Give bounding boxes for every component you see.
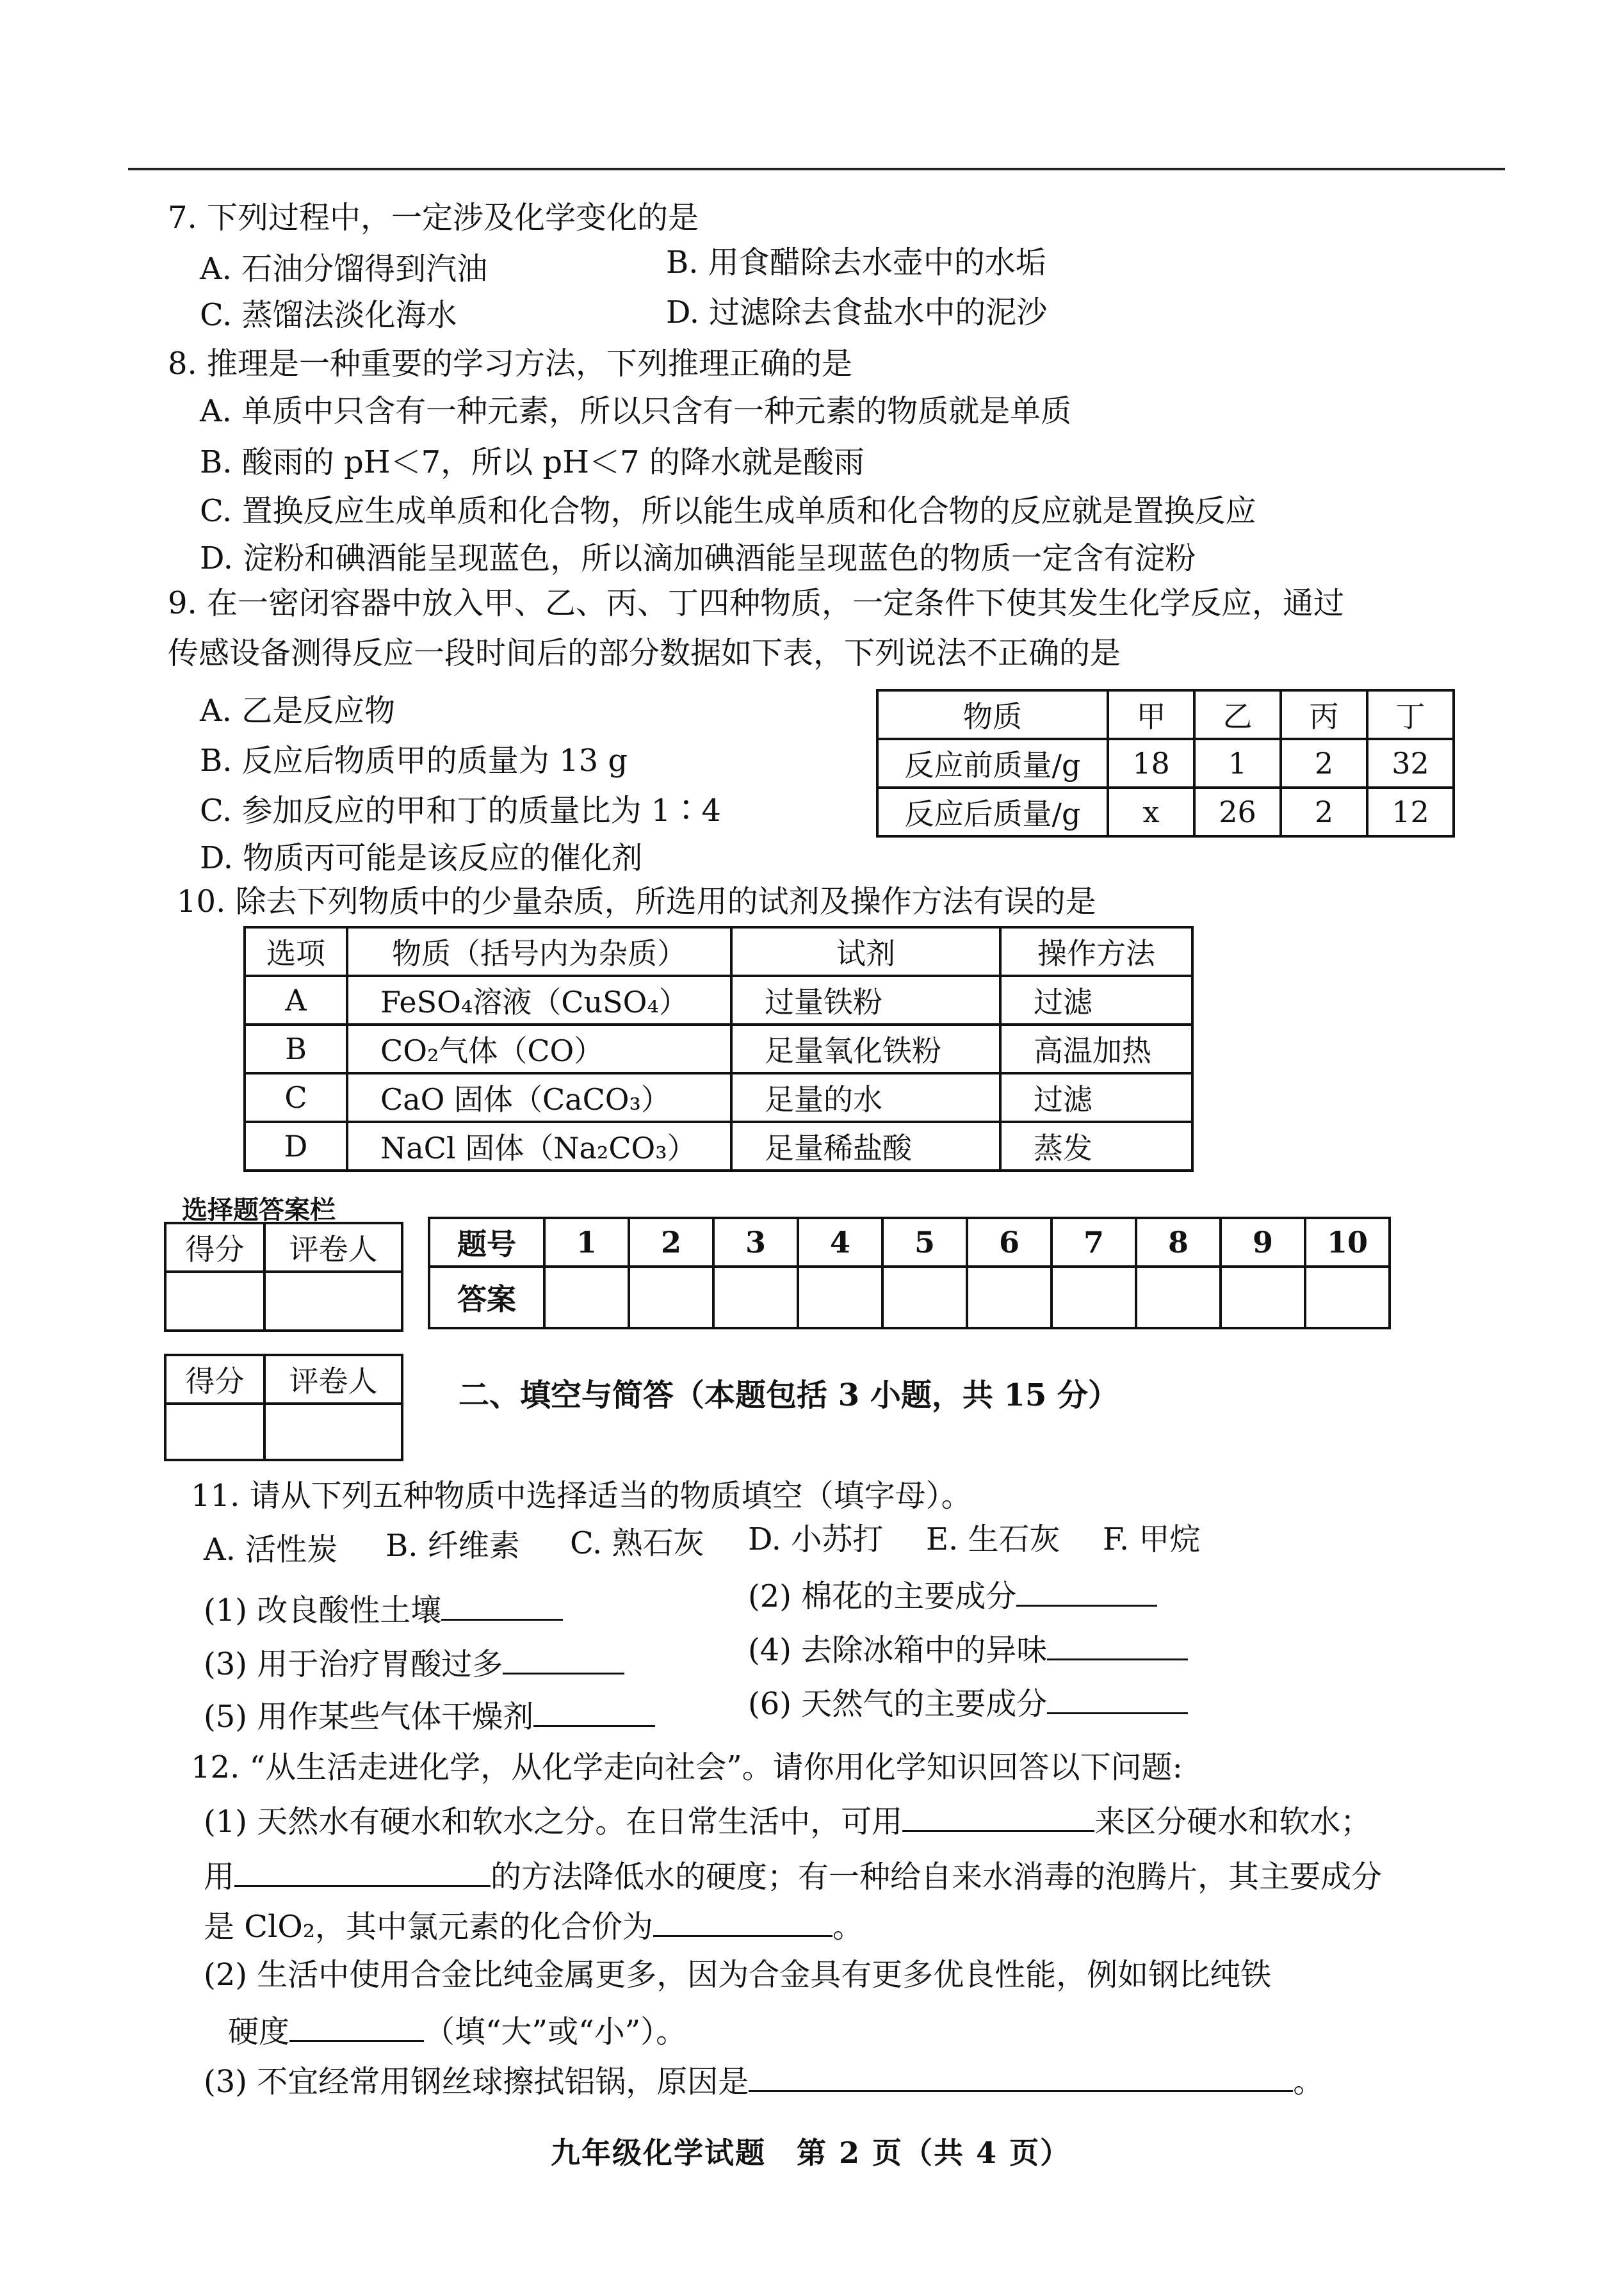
- q12-text: 用: [204, 1859, 235, 1895]
- q9-table-header-row: [877, 690, 1454, 739]
- q12-answer-blank[interactable]: [289, 2009, 424, 2042]
- question-number: 8: [1136, 1218, 1221, 1267]
- q12-stem: 12. “从生活走进化学，从化学走向社会”。请你用化学知识回答以下问题:: [191, 1749, 1183, 1785]
- q12-part3: [204, 2059, 1324, 2101]
- q9-table-cell: 12: [1367, 788, 1454, 836]
- q12-answer-blank[interactable]: [234, 1854, 491, 1887]
- q10-table-row: [245, 1073, 1192, 1122]
- q9-table-cell: 18: [1108, 739, 1194, 788]
- q11-item-4: [748, 1628, 1188, 1669]
- q12-text: (1) 天然水有硬水和软水之分。在日常生活中，可用: [204, 1804, 903, 1840]
- q7-stem: 7. 下列过程中，一定涉及化学变化的是: [168, 200, 699, 236]
- q10-reagent-table: [243, 926, 1194, 1172]
- q12-text: 。: [1293, 2064, 1324, 2100]
- q11-stem: 11. 请从下列五种物质中选择适当的物质填空（填字母）。: [191, 1478, 972, 1514]
- score-input-cell[interactable]: [165, 1404, 264, 1460]
- q11-answer-blank[interactable]: [1047, 1682, 1188, 1714]
- q9-table-header-cell: 乙: [1194, 690, 1281, 739]
- score-box-2: [164, 1354, 403, 1461]
- grader-label: 评卷人: [264, 1355, 402, 1404]
- q10-table-cell: B: [245, 1025, 347, 1073]
- q10-table-cell: 足量的水: [731, 1073, 1000, 1122]
- q12-answer-blank[interactable]: [902, 1799, 1094, 1832]
- top-rule: [128, 168, 1505, 170]
- q7-option-c: C. 蒸馏法淡化海水: [200, 297, 457, 333]
- q8-option-c: C. 置换反应生成单质和化合物，所以能生成单质和化合物的反应就是置换反应: [200, 493, 1256, 529]
- q9-stem-line2: 传感设备测得反应一段时间后的部分数据如下表，下列说法不正确的是: [168, 635, 1121, 671]
- q9-table-cell: 2: [1281, 788, 1367, 836]
- q12-part2-line2: [228, 2009, 686, 2051]
- q9-option-b: B. 反应后物质甲的质量为 13 g: [200, 743, 628, 779]
- answer-cell[interactable]: [1136, 1267, 1221, 1328]
- answer-cell[interactable]: [1052, 1267, 1136, 1328]
- q12-text: （填“大”或“小”）。: [424, 2014, 687, 2050]
- answer-cell[interactable]: [882, 1267, 967, 1328]
- q12-part1-line2: [204, 1854, 1382, 1896]
- q9-option-a: A. 乙是反应物: [200, 693, 396, 729]
- q10-table-cell: C: [245, 1073, 347, 1122]
- q11-item-label: (6) 天然气的主要成分: [748, 1686, 1048, 1722]
- question-number: 6: [967, 1218, 1052, 1267]
- q9-table-cell: 反应前质量/g: [877, 739, 1108, 788]
- q9-data-table: [876, 689, 1455, 838]
- q7-option-a: A. 石油分馏得到汽油: [200, 251, 488, 287]
- q11-answer-blank[interactable]: [441, 1588, 563, 1621]
- q10-table-cell: 蒸发: [1000, 1122, 1192, 1171]
- q10-table-row: [245, 1122, 1192, 1171]
- q10-table-cell: 过滤: [1000, 976, 1192, 1025]
- q11-answer-blank[interactable]: [1047, 1628, 1188, 1660]
- answer-cell[interactable]: [629, 1267, 713, 1328]
- q11-option: D. 小苏打: [748, 1521, 884, 1557]
- q11-item-label: (2) 棉花的主要成分: [748, 1578, 1017, 1614]
- q12-text: 。: [832, 1909, 863, 1945]
- q10-table-cell: 足量氧化铁粉: [731, 1025, 1000, 1073]
- q9-table-cell: x: [1108, 788, 1194, 836]
- answer-grid: [428, 1217, 1391, 1329]
- q10-table-cell: NaCl 固体（Na₂CO₃）: [347, 1122, 731, 1171]
- q11-item-label: (3) 用于治疗胃酸过多: [204, 1646, 503, 1682]
- q12-text: 的方法降低水的硬度；有一种给自来水消毒的泡腾片，其主要成分: [491, 1859, 1383, 1895]
- q10-table-cell: FeSO₄溶液（CuSO₄）: [347, 976, 731, 1025]
- grader-input-cell[interactable]: [264, 1404, 402, 1460]
- q11-answer-blank[interactable]: [503, 1642, 624, 1675]
- answer-cell[interactable]: [1305, 1267, 1390, 1328]
- q8-option-a: A. 单质中只含有一种元素，所以只含有一种元素的物质就是单质: [200, 393, 1072, 429]
- q11-option: F. 甲烷: [1103, 1521, 1201, 1557]
- question-number: 7: [1052, 1218, 1136, 1267]
- q11-option: C. 熟石灰: [570, 1525, 704, 1561]
- q12-text: 硬度: [228, 2014, 290, 2050]
- answer-cell[interactable]: [713, 1267, 798, 1328]
- q11-item-1: [204, 1588, 563, 1630]
- score-input-cell[interactable]: [165, 1272, 264, 1331]
- q10-table-cell: A: [245, 976, 347, 1025]
- q11-item-5: [204, 1694, 655, 1736]
- question-number: 1: [544, 1218, 629, 1267]
- q10-table-row: [245, 1025, 1192, 1073]
- q12-text: 来区分硬水和软水；: [1094, 1804, 1372, 1840]
- q8-stem: 8. 推理是一种重要的学习方法，下列推理正确的是: [168, 346, 853, 382]
- q10-table-header-cell: 物质（括号内为杂质）: [347, 927, 731, 976]
- q7-option-d: D. 过滤除去食盐水中的泥沙: [666, 295, 1048, 330]
- grader-input-cell[interactable]: [264, 1272, 402, 1331]
- section2-title: 二、填空与简答（本题包括 3 小题，共 15 分）: [459, 1377, 1119, 1413]
- q12-answer-blank[interactable]: [749, 2059, 1293, 2092]
- q11-item-3: [204, 1642, 624, 1683]
- score-label: 得分: [165, 1355, 264, 1404]
- q9-table-cell: 1: [1194, 739, 1281, 788]
- answer-cell[interactable]: [1221, 1267, 1305, 1328]
- question-number: 2: [629, 1218, 713, 1267]
- question-number: 10: [1305, 1218, 1390, 1267]
- q11-item-6: [748, 1682, 1188, 1723]
- q12-text: 是 ClO₂，其中氯元素的化合价为: [204, 1909, 653, 1945]
- q9-option-c: C. 参加反应的甲和丁的质量比为 1∶4: [200, 793, 721, 829]
- q11-item-label: (4) 去除冰箱中的异味: [748, 1632, 1048, 1668]
- q10-table-header-cell: 试剂: [731, 927, 1000, 976]
- answer-bar-title: 选择题答案栏: [182, 1195, 336, 1225]
- question-number: 5: [882, 1218, 967, 1267]
- q11-item-label: (1) 改良酸性土壤: [204, 1593, 442, 1628]
- q11-item-2: [748, 1574, 1157, 1616]
- answer-cell[interactable]: [967, 1267, 1052, 1328]
- answer-cell[interactable]: [798, 1267, 882, 1328]
- q12-part2-line1: (2) 生活中使用合金比纯金属更多，因为合金具有更多优良性能，例如钢比纯铁: [204, 1957, 1272, 1993]
- q9-table-header-cell: 物质: [877, 690, 1108, 739]
- q9-table-header-cell: 丙: [1281, 690, 1367, 739]
- answer-grid-number-row: [429, 1218, 1390, 1267]
- score-box-1: [164, 1222, 403, 1332]
- q8-option-b: B. 酸雨的 pH＜7，所以 pH＜7 的降水就是酸雨: [200, 444, 865, 480]
- q11-answer-blank[interactable]: [533, 1694, 655, 1727]
- q10-table-row: [245, 976, 1192, 1025]
- question-number: 4: [798, 1218, 882, 1267]
- q10-table-cell: 过滤: [1000, 1073, 1192, 1122]
- question-number: 3: [713, 1218, 798, 1267]
- question-number: 9: [1221, 1218, 1305, 1267]
- answer-grid-answer-row: [429, 1267, 1390, 1328]
- question-number-label: 题号: [429, 1218, 544, 1267]
- q9-table-header-cell: 甲: [1108, 690, 1194, 739]
- q9-table-row: [877, 739, 1454, 788]
- q11-item-label: (5) 用作某些气体干燥剂: [204, 1699, 534, 1735]
- q8-option-d: D. 淀粉和碘酒能呈现蓝色，所以滴加碘酒能呈现蓝色的物质一定含有淀粉: [200, 540, 1196, 576]
- q9-option-d: D. 物质丙可能是该反应的催化剂: [200, 840, 643, 876]
- q10-table-cell: 过量铁粉: [731, 976, 1000, 1025]
- q11-answer-blank[interactable]: [1016, 1574, 1157, 1607]
- q9-table-cell: 反应后质量/g: [877, 788, 1108, 836]
- q10-table-header-cell: 选项: [245, 927, 347, 976]
- answer-cell[interactable]: [544, 1267, 629, 1328]
- q10-table-cell: D: [245, 1122, 347, 1171]
- q7-option-b: B. 用食醋除去水壶中的水垢: [666, 245, 1046, 280]
- q9-table-cell: 2: [1281, 739, 1367, 788]
- q11-option: B. 纤维素: [386, 1528, 520, 1564]
- q11-option: A. 活性炭: [204, 1532, 338, 1568]
- q10-table-cell: CaO 固体（CaCO₃）: [347, 1073, 731, 1122]
- grader-label: 评卷人: [264, 1223, 402, 1272]
- score-label: 得分: [165, 1223, 264, 1272]
- q9-table-cell: 32: [1367, 739, 1454, 788]
- q12-text: (3) 不宜经常用钢丝球擦拭铝锅，原因是: [204, 2064, 749, 2100]
- q10-stem: 10. 除去下列物质中的少量杂质，所选用的试剂及操作方法有误的是: [177, 884, 1096, 920]
- q10-table-cell: CO₂气体（CO）: [347, 1025, 731, 1073]
- q12-part1-line3: [204, 1904, 863, 1946]
- q12-part1-line1: [204, 1799, 1371, 1841]
- page-footer: 九年级化学试题 第 2 页（共 4 页）: [551, 2136, 1071, 2170]
- q10-table-cell: 足量稀盐酸: [731, 1122, 1000, 1171]
- q9-table-header-cell: 丁: [1367, 690, 1454, 739]
- q10-table-header-row: [245, 927, 1192, 976]
- answer-label: 答案: [429, 1267, 544, 1328]
- q12-answer-blank[interactable]: [653, 1904, 832, 1937]
- q9-table-cell: 26: [1194, 788, 1281, 836]
- q9-table-row: [877, 788, 1454, 836]
- q9-stem-line1: 9. 在一密闭容器中放入甲、乙、丙、丁四种物质，一定条件下使其发生化学反应，通过: [168, 585, 1345, 621]
- q10-table-header-cell: 操作方法: [1000, 927, 1192, 976]
- q11-option: E. 生石灰: [926, 1521, 1060, 1557]
- q10-table-cell: 高温加热: [1000, 1025, 1192, 1073]
